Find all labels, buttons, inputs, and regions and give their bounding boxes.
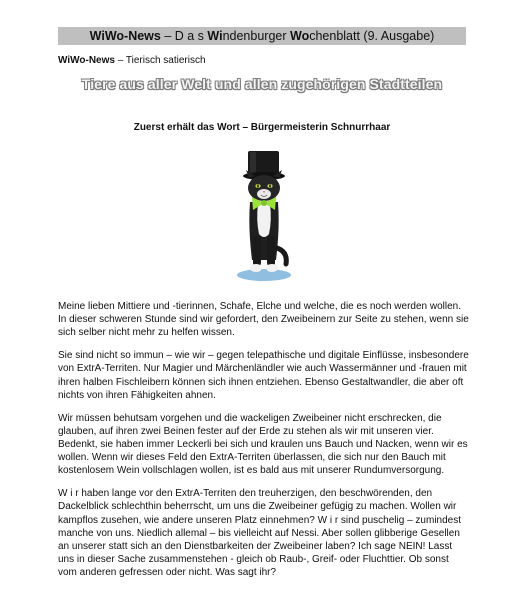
section-subtitle: – Tierisch satierisch bbox=[114, 55, 206, 66]
header-wi: Wi bbox=[207, 29, 223, 43]
cat-paw-right bbox=[266, 264, 278, 272]
bow-tie-knot bbox=[261, 200, 267, 206]
section-name: WiWo-News bbox=[58, 55, 115, 66]
header-wo: Wo bbox=[290, 29, 310, 43]
header-chenblatt: chenblatt (9. Ausgabe) bbox=[309, 29, 435, 43]
article-paragraph: Meine lieben Mittiere und -tierinnen, Schafe, Elche und welche, die es noch werden wollen. In dieser schweren Stunde sind wir gefordert, den Zweibeinern zur Seite zu stehen, wenn sie sich selber nicht mehr zu helfen wissen. bbox=[58, 301, 469, 339]
cat-mayor-illustration bbox=[228, 148, 300, 284]
article-subheading: Zuerst erhält das Wort – Bürgermeisterin Schnurrhaar bbox=[133, 122, 391, 133]
cat-leg-left bbox=[253, 236, 261, 266]
article-body bbox=[58, 300, 470, 589]
newspaper-header bbox=[58, 27, 466, 45]
article-paragraph: Sie sind nicht so immun – wie wir – gegen telepathische und digitale Einflüsse, insbesondere von ExtrA-Territen. Nur Magier und Märchenländler wie auch Wassermänner und -frauen mit ihren halben Fischleibern können sich ihnen entziehen. Ebenso Gestaltwandler, die aber oft nichts von ihren Fähigkeiten ahnen. bbox=[58, 350, 469, 401]
section-label bbox=[58, 54, 206, 67]
cat-leg-right bbox=[267, 236, 275, 266]
cat-muzzle bbox=[257, 189, 271, 199]
article-paragraph: Wir müssen behutsam vorgehen und die wackeligen Zweibeiner nicht erschrecken, die glauben, auf ihren zwei Beinen fester auf der Erde zu stehen als wir mit unseren vier. Bedenkt, sie haben immer Leckerli bei sich und kraulen uns Bauch und Nacken, wenn wir es wollen. Wenn wir dieses Feld den ExtrA-Territen überlassen, die sich nur den Bauch mit kostenlosem Wein vollschlagen wollen, ist es bald aus mit unserer Rundumversorgung. bbox=[58, 412, 468, 477]
article-headline: Tiere aus aller Welt und allen zugehörigen Stadtteilen bbox=[81, 76, 443, 92]
ground-shadow bbox=[237, 269, 291, 281]
header-wiwo-news: WiWo-News bbox=[89, 29, 161, 43]
cat-in-top-hat-image bbox=[228, 148, 300, 284]
header-ndenburger: ndenburger bbox=[222, 29, 290, 43]
cat-paw-left bbox=[250, 264, 262, 272]
article-paragraph: W i r haben lange vor den ExtrA-Territen den treuherzigen, den beschwörenden, den Dackelblick schlechthin beherrscht, um uns die Zweibeiner gefügig zu machen. Wollen wir kampflos zusehen, wie andere unseren Platz einnehmen? W i r sind puschelig – zumindest manche von uns. Niedlich allemal – bis vielleicht auf Nessi. Aber sollen glibberige Gesellen an unserer statt sich an den Dienstbarkeiten der Zweibeiner laben? Ich sage NEIN! Lasst uns in dieser Sache zusammenstehen - gleich ob Raub-, Greif- oder Fluchttier. Ob sonst vom anderen gefressen oder nicht. Was sagt ihr? bbox=[58, 488, 461, 579]
header-das: – D a s bbox=[160, 29, 208, 43]
cat-tail bbox=[277, 248, 286, 264]
cat-chest bbox=[257, 204, 271, 237]
